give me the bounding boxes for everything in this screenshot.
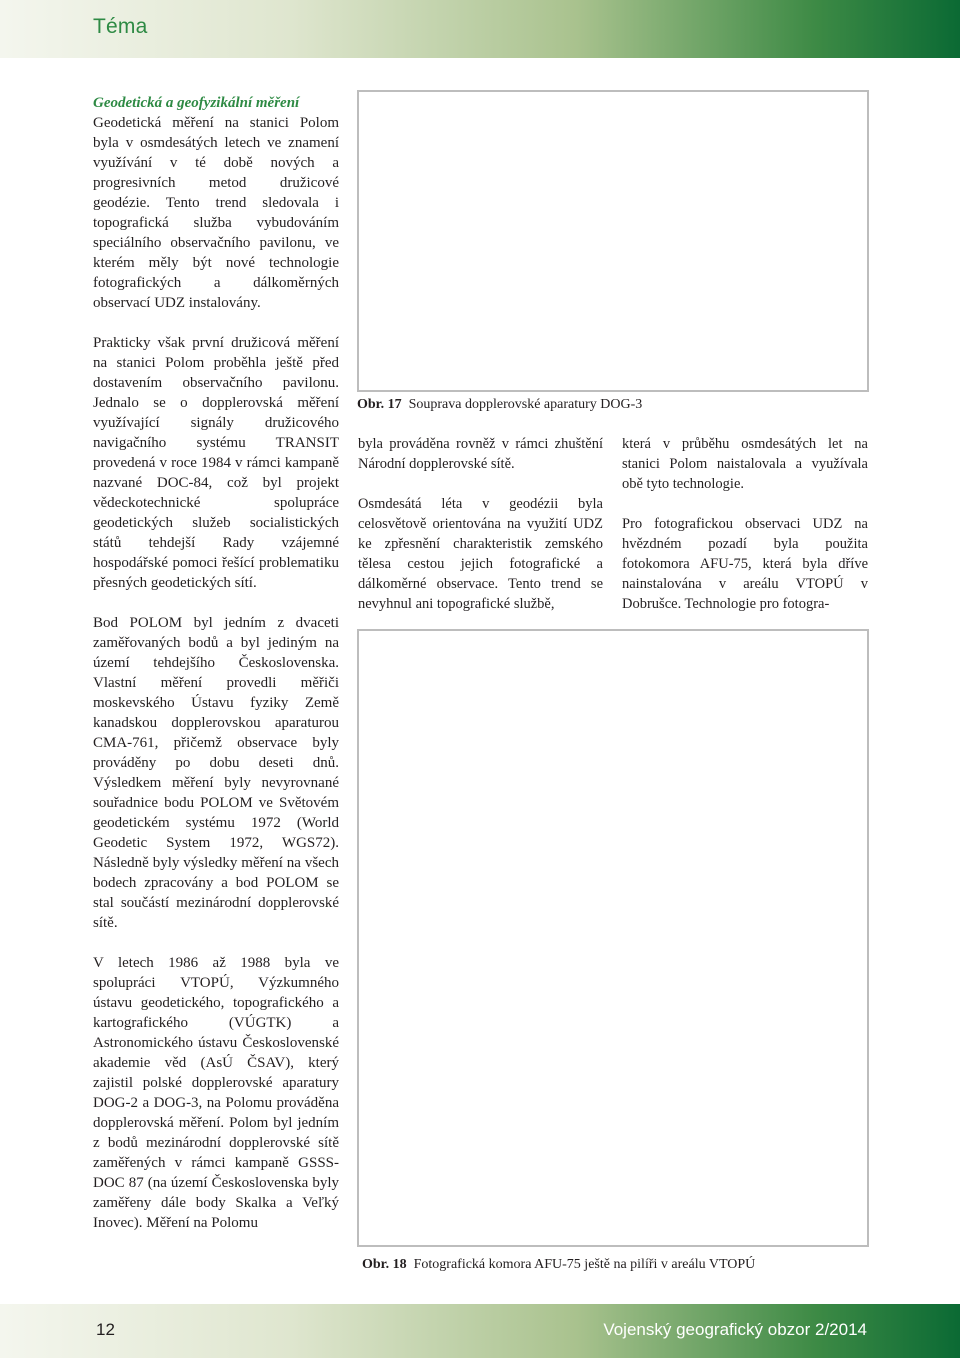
paragraph-1986-1988: V letech 1986 až 1988 byla ve spolupráci VTOPÚ, Výzkumného ústavu geodetického, topografického a kartografického (VÚGTK) a Astronomického ústavu Československé akademie věd (AsÚ ČSAV), který zajistil polské dopplerovské aparatury DOG-2 a DOG-3, na Polomu prováděna dopplerovská měření. Polom byl jedním z bodů mezinárodní dopplerovské sítě zaměřených v rámci kampaně GSSS-DOC 87 (na území Československa byly zaměřeny dále body Skalka a Veľký Inovec). Měření na Polomu	[93, 955, 339, 1231]
section-title: Téma	[93, 15, 148, 38]
page-number: 12	[96, 1320, 115, 1339]
figure-18-text: Fotografická komora AFU-75 ještě na pilíři v areálu VTOPÚ	[413, 1257, 756, 1272]
figure-18-image	[357, 629, 869, 1247]
journal-title: Vojenský geografický obzor 2/2014	[603, 1320, 867, 1339]
figure-17-caption	[357, 396, 642, 414]
figure-18-label: Obr. 18	[362, 1257, 407, 1272]
paragraph-afu75: Pro fotografickou observaci UDZ na hvězdném pozadí byla použita fotokomora AFU-75, která byla dříve nainstalována v areálu VTOPÚ v Dobrušce. Technologie pro fotogra-	[622, 516, 868, 612]
right-column	[622, 434, 868, 614]
left-column	[93, 93, 339, 1233]
paragraph-intro: Geodetická měření na stanici Polom byla v osmdesátých letech ve znamení využívání v té době nových a progresivních metod družicové geodézie. Tento trend sledovala i topografická služba vybudováním speciálního observačního pavilonu, ve kterém měly být nové technologie fotografických a dálkoměrných observací UDZ instalovány.	[93, 115, 339, 311]
figure-18-caption	[362, 1256, 755, 1274]
figure-17-text: Souprava dopplerovské aparatury DOG-3	[408, 397, 643, 412]
figure-17-label: Obr. 17	[357, 397, 402, 412]
paragraph-densification: byla prováděna rovněž v rámci zhuštění Národní dopplerovské sítě.	[358, 436, 603, 472]
subsection-heading: Geodetická a geofyzikální měření	[93, 95, 300, 111]
paragraph-technologies: která v průběhu osmdesátých let na stanici Polom naistalovala a využívala obě tyto technologie.	[622, 436, 868, 492]
paragraph-doc84: Prakticky však první družicová měření na stanici Polom proběhla ještě před dostavením observačního pavilonu. Jednalo se o dopplerovská měření využívající signály družicového navigačního systému TRANSIT provedená v roce 1984 v rámci kampaně nazvané DOC-84, což byl projekt vědeckotechnické spolupráce geodetických služeb socialistických států tehdejší Rady vzájemné hospodářské pomoci řešící problematiku přesných geodetických sítí.	[93, 335, 339, 591]
figure-17-image	[357, 90, 869, 392]
middle-column	[358, 434, 603, 614]
paragraph-eighties: Osmdesátá léta v geodézii byla celosvětově orientována na využití UDZ ke zpřesnění charakteristik zemského tělesa cestou jejich fotografické a dálkoměrné observace. Tento trend se nevyhnul ani topografické službě,	[358, 496, 603, 612]
paragraph-polom-point: Bod POLOM byl jedním z dvaceti zaměřovaných bodů a byl jediným na území tehdejšího Československa. Vlastní měření provedli měřiči moskevského Ústavu fyziky Země kanadskou dopplerovskou aparaturou CMA-761, přičemž observace byly prováděny po dobu deseti dnů. Výsledkem měření byly nevyrovnané souřadnice bodu POLOM ve Světovém geodetickém systému 1972 (World Geodetic System 1972, WGS72). Následně byly výsledky měření na všech bodech zpracovány a bod POLOM se stal součástí mezinárodní dopplerovské sítě.	[93, 615, 339, 931]
